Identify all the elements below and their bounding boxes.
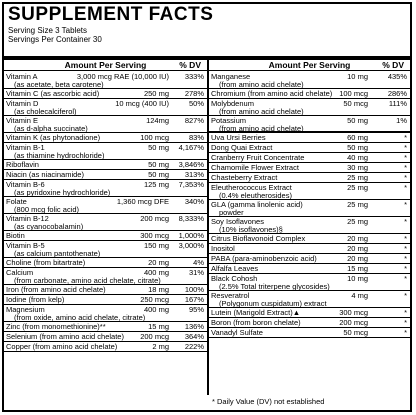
nutrient-dv: * <box>404 217 407 226</box>
nutrient-row <box>4 295 207 305</box>
nutrient-name: Uva Ursi Berries <box>211 133 266 142</box>
nutrient-name: Resveratrol <box>211 291 250 300</box>
nutrient-dv: 83% <box>188 133 204 142</box>
nutrient-row <box>209 173 410 183</box>
nutrient-name: Dong Quai Extract <box>211 143 273 152</box>
nutrient-row <box>209 328 410 338</box>
supplement-facts-panel <box>2 2 412 412</box>
nutrient-dv: 4,167% <box>178 143 204 152</box>
nutrient-dv: * <box>404 173 407 182</box>
nutrient-subtext: (as acetate, beta carotene) <box>14 80 104 89</box>
nutrient-amount: 100 mcg <box>140 133 169 142</box>
nutrient-amount: 10 mg <box>347 274 368 283</box>
panel-title: SUPPLEMENT FACTS <box>8 4 214 25</box>
nutrient-row <box>209 274 410 291</box>
nutrient-amount: 20 mg <box>347 254 368 263</box>
nutrient-name: Vanadyl Sulfate <box>211 328 263 337</box>
nutrient-amount: 20 mg <box>347 244 368 253</box>
nutrient-subtext: (10% isoflavones)§ <box>219 225 283 234</box>
nutrient-row <box>4 133 207 143</box>
nutrient-amount: 100 mcg <box>339 89 368 98</box>
nutrient-dv: 31% <box>188 268 204 277</box>
nutrient-amount: 20 mg <box>347 234 368 243</box>
nutrient-amount: 200 mcg <box>140 332 169 341</box>
nutrient-dv: * <box>404 153 407 162</box>
nutrient-row <box>4 180 207 197</box>
nutrient-amount: 15 mg <box>347 264 368 273</box>
nutrient-row <box>209 254 410 264</box>
nutrient-row <box>4 268 207 285</box>
nutrient-row <box>209 153 410 163</box>
nutrient-amount: 25 mg <box>347 183 368 192</box>
nutrient-amount: 50 mg <box>148 143 169 152</box>
amount-header-left: Amount Per Serving <box>64 60 147 70</box>
nutrient-amount: 50 mg <box>347 143 368 152</box>
nutrient-row <box>209 318 410 328</box>
amount-header-right: Amount Per Serving <box>268 60 351 70</box>
nutrient-name: Eleutherococcus Extract <box>211 183 292 192</box>
nutrient-name: Vitamin A <box>6 72 38 81</box>
nutrient-row <box>4 332 207 342</box>
nutrient-name: Boron (from boron chelate) <box>211 318 301 327</box>
nutrient-row <box>209 291 410 308</box>
nutrient-amount: 25 mg <box>347 173 368 182</box>
nutrient-row <box>4 197 207 214</box>
nutrient-name: PABA (para-aminobenzoic acid) <box>211 254 317 263</box>
nutrient-dv: 286% <box>387 89 407 98</box>
nutrient-subtext: (as cyanocobalamin) <box>14 222 84 231</box>
nutrient-dv: 827% <box>184 116 204 125</box>
nutrient-dv: * <box>404 244 407 253</box>
dv-header-right: % DV <box>382 60 404 70</box>
nutrient-name: Vitamin C (as ascorbic acid) <box>6 89 100 98</box>
nutrient-row <box>209 308 410 318</box>
nutrient-row <box>4 342 207 352</box>
nutrient-row <box>209 133 410 143</box>
nutrient-name: Vitamin E <box>6 116 38 125</box>
nutrient-amount: 300 mcg <box>140 231 169 240</box>
nutrient-dv: 95% <box>188 305 204 314</box>
nutrient-subtext: (Polygonum cuspidatum) extract <box>219 299 327 308</box>
left-column-header <box>4 56 207 71</box>
nutrient-row <box>4 305 207 322</box>
nutrient-amount: 124mg <box>146 116 169 125</box>
nutrient-row <box>4 258 207 268</box>
nutrient-amount: 30 mg <box>347 163 368 172</box>
nutrient-amount: 125 mg <box>143 180 169 189</box>
dv-header-left: % DV <box>179 60 201 70</box>
nutrient-row <box>4 72 207 89</box>
nutrient-name: Iodine (from kelp) <box>6 295 65 304</box>
nutrient-name: Iron (from amino acid chelate) <box>6 285 106 294</box>
nutrient-amount: 40 mg <box>347 153 368 162</box>
nutrient-name: Inositol <box>211 244 235 253</box>
nutrient-row <box>209 264 410 274</box>
nutrient-amount: 300 mcg <box>339 308 368 317</box>
nutrient-dv: 111% <box>388 99 407 108</box>
nutrient-name: Calcium <box>6 268 34 277</box>
nutrient-amount: 60 mg <box>347 133 368 142</box>
nutrient-row <box>4 241 207 258</box>
nutrient-dv: * <box>404 264 407 273</box>
nutrient-dv: * <box>404 254 407 263</box>
nutrient-dv: 7,353% <box>178 180 204 189</box>
nutrient-row <box>4 322 207 332</box>
nutrient-subtext: (2.5% Total triterpene glycosides) <box>219 282 330 291</box>
nutrient-name: Niacin (as niacinamide) <box>6 170 84 179</box>
nutrient-row <box>209 183 410 200</box>
nutrient-row <box>4 231 207 241</box>
nutrient-amount: 10 mg <box>347 72 368 81</box>
nutrient-dv: * <box>404 234 407 243</box>
nutrient-row <box>4 99 207 116</box>
nutrient-amount: 20 mg <box>148 258 169 267</box>
nutrient-dv: * <box>404 143 407 152</box>
nutrient-dv: * <box>404 308 407 317</box>
nutrient-dv: 222% <box>184 342 204 351</box>
nutrient-subtext: (from amino acid chelate) <box>219 124 304 133</box>
nutrient-amount: 400 mg <box>143 305 169 314</box>
nutrient-row <box>209 234 410 244</box>
nutrient-name: Cranberry Fruit Concentrate <box>211 153 305 162</box>
nutrient-amount: 3,000 mcg RAE (10,000 IU) <box>76 72 169 81</box>
nutrient-name: Vitamin B-12 <box>6 214 49 223</box>
nutrient-name: Vitamin B-5 <box>6 241 45 250</box>
nutrient-dv: 8,333% <box>178 214 204 223</box>
nutrient-subtext: (800 mcg folic acid) <box>14 205 80 214</box>
nutrient-amount: 1,360 mcg DFE <box>116 197 169 206</box>
nutrient-dv: * <box>404 163 407 172</box>
nutrient-name: Chasteberry Extract <box>211 173 278 182</box>
nutrient-dv: * <box>404 291 407 300</box>
footnote: * Daily Value (DV) not established <box>212 397 325 406</box>
nutrient-row <box>4 214 207 231</box>
serving-size: Serving Size 3 Tablets <box>8 26 88 35</box>
nutrient-name: Vitamin B-1 <box>6 143 45 152</box>
nutrient-subtext: (from amino acid chelate) <box>219 80 304 89</box>
nutrient-name: Folate <box>6 197 27 206</box>
nutrient-amount: 250 mg <box>143 89 169 98</box>
nutrient-name: GLA (gamma linolenic acid) <box>211 200 303 209</box>
nutrient-name: Magnesium <box>6 305 45 314</box>
nutrient-amount: 50 mg <box>347 116 368 125</box>
nutrient-amount: 250 mcg <box>140 295 169 304</box>
nutrient-dv: 3,846% <box>178 160 204 169</box>
nutrient-amount: 150 mg <box>143 241 169 250</box>
nutrient-name: Biotin <box>6 231 25 240</box>
nutrient-subtext: (as thiamine hydrochloride) <box>14 151 105 160</box>
nutrient-subtext: (as d-alpha succinate) <box>14 124 88 133</box>
nutrient-row <box>4 285 207 295</box>
nutrient-subtext: (from amino acid chelate) <box>219 107 304 116</box>
nutrient-row <box>209 99 410 116</box>
nutrient-row <box>209 116 410 133</box>
nutrient-subtext: (from oxide, amino acid chelate, citrate) <box>14 313 146 322</box>
nutrient-amount: 25 mg <box>347 200 368 209</box>
nutrient-dv: 340% <box>184 197 204 206</box>
nutrient-row <box>4 160 207 170</box>
nutrient-amount: 400 mg <box>143 268 169 277</box>
right-column-header <box>209 56 410 71</box>
nutrient-dv: * <box>404 274 407 283</box>
nutrient-dv: 435% <box>387 72 407 81</box>
nutrient-name: Black Cohosh <box>211 274 258 283</box>
nutrient-amount: 15 mg <box>148 322 169 331</box>
nutrient-amount: 2 mg <box>152 342 169 351</box>
nutrient-name: Chamomile Flower Extract <box>211 163 299 172</box>
servings-per-container: Servings Per Container 30 <box>8 35 102 44</box>
nutrient-dv: 4% <box>193 258 204 267</box>
nutrient-dv: 167% <box>184 295 204 304</box>
nutrient-row <box>209 163 410 173</box>
nutrient-dv: * <box>404 328 407 337</box>
nutrient-dv: * <box>404 318 407 327</box>
nutrient-row <box>209 143 410 153</box>
nutrient-amount: 50 mcg <box>343 99 368 108</box>
nutrient-dv: 1,000% <box>178 231 204 240</box>
nutrient-dv: 333% <box>184 72 204 81</box>
nutrient-amount: 200 mcg <box>140 214 169 223</box>
nutrient-name: Potassium <box>211 116 247 125</box>
nutrient-subtext: (as pyridoxine hydrochloride) <box>14 188 111 197</box>
nutrient-dv: 100% <box>184 285 204 294</box>
nutrient-name: Copper (from amino acid chelate) <box>6 342 118 351</box>
nutrient-dv: * <box>404 200 407 209</box>
nutrient-row <box>209 72 410 89</box>
nutrient-name: Vitamin B-6 <box>6 180 45 189</box>
nutrient-name: Riboflavin <box>6 160 39 169</box>
nutrient-row <box>209 217 410 234</box>
nutrient-name: Vitamin K (as phytonadione) <box>6 133 101 142</box>
nutrient-name: Citrus Bioflavonoid Complex <box>211 234 306 243</box>
nutrient-subtext: powder <box>219 208 244 217</box>
nutrient-subtext: (as cholecalciferol) <box>14 107 77 116</box>
nutrient-name: Choline (from bitartrate) <box>6 258 86 267</box>
nutrient-amount: 25 mg <box>347 217 368 226</box>
nutrient-name: Chromium (from amino acid chelate) <box>211 89 333 98</box>
nutrient-dv: 3,000% <box>178 241 204 250</box>
nutrient-amount: 50 mcg <box>343 328 368 337</box>
nutrient-name: Soy Isoflavones <box>211 217 264 226</box>
nutrient-name: Selenium (from amino acid chelate) <box>6 332 124 341</box>
nutrient-name: Lutein (Marigold Extract)▲ <box>211 308 301 317</box>
nutrient-amount: 18 mg <box>148 285 169 294</box>
nutrient-amount: 200 mcg <box>339 318 368 327</box>
nutrient-row <box>209 89 410 99</box>
nutrient-amount: 10 mcg (400 IU) <box>115 99 169 108</box>
nutrient-name: Alfalfa Leaves <box>211 264 259 273</box>
nutrient-row <box>4 89 207 99</box>
nutrient-amount: 50 mg <box>148 160 169 169</box>
nutrient-subtext: (as calcium pantothenate) <box>14 249 101 258</box>
nutrient-row <box>4 116 207 133</box>
nutrient-dv: * <box>404 183 407 192</box>
nutrient-amount: 4 mg <box>351 291 368 300</box>
nutrient-name: Zinc (from monomethionine)** <box>6 322 106 331</box>
nutrient-name: Vitamin D <box>6 99 39 108</box>
nutrient-dv: 1% <box>396 116 407 125</box>
nutrient-subtext: (from carbonate, amino acid chelate, citrate) <box>14 276 161 285</box>
nutrient-row <box>4 143 207 160</box>
nutrient-dv: * <box>404 133 407 142</box>
nutrient-subtext: (0.4% eleutherosides) <box>219 191 292 200</box>
nutrient-name: Molybdenum <box>211 99 254 108</box>
nutrient-row <box>209 244 410 254</box>
nutrient-amount: 50 mg <box>148 170 169 179</box>
nutrient-dv: 136% <box>184 322 204 331</box>
nutrient-dv: 313% <box>184 170 204 179</box>
nutrient-row <box>209 200 410 217</box>
nutrient-row <box>4 170 207 180</box>
nutrient-dv: 364% <box>184 332 204 341</box>
nutrient-dv: 50% <box>188 99 204 108</box>
nutrient-dv: 278% <box>184 89 204 98</box>
nutrient-name: Manganese <box>211 72 251 81</box>
